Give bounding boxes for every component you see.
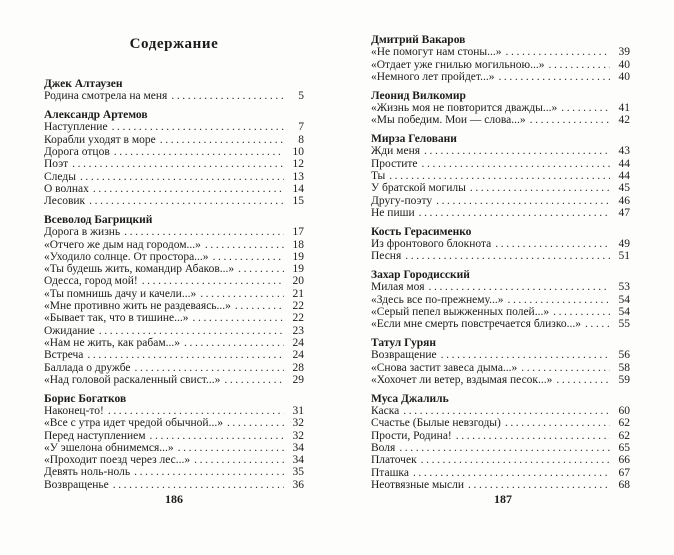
entry-page-number: 65 [618, 441, 630, 454]
dot-leader [114, 146, 284, 158]
toc-entry [44, 263, 304, 275]
dot-leader [108, 405, 284, 417]
entry-page-number: 5 [298, 90, 304, 103]
entry-page-number: 67 [618, 466, 630, 479]
entry-page-number: 35 [292, 466, 304, 479]
dot-leader [403, 405, 610, 417]
dot-leader [456, 430, 610, 442]
toc-entry [44, 226, 304, 238]
entry-title: Дорога отцов [44, 145, 110, 158]
dot-leader [112, 121, 284, 133]
toc-entry [371, 374, 630, 386]
entry-page-number: 28 [292, 361, 304, 374]
dot-leader [468, 479, 610, 491]
toc-entry [371, 417, 630, 429]
entry-page-number: 34 [292, 441, 304, 454]
entry-page-number: 53 [618, 281, 630, 294]
dot-leader [238, 263, 284, 275]
dot-leader [495, 238, 610, 250]
dot-leader [506, 46, 610, 58]
toc-entry [44, 183, 304, 195]
entry-title: «Здесь все по-прежнему...» [371, 293, 504, 306]
entry-title: Дорога в жизнь [44, 226, 121, 239]
page-number-left: 186 [165, 492, 183, 506]
entry-title: «Не помогут нам стоны...» [371, 46, 502, 59]
toc-section [44, 109, 304, 207]
toc-entry [371, 467, 630, 479]
entry-title: Прости, Родина! [371, 429, 452, 442]
entry-title: «Хохочет ли ветер, вздымая песок...» [371, 373, 553, 386]
dot-leader [553, 306, 610, 318]
dot-leader [505, 417, 610, 429]
toc-entry [371, 182, 630, 194]
toc-entry [371, 195, 630, 207]
toc-entry [371, 145, 630, 157]
author-heading: Дмитрий Вакаров [371, 34, 466, 46]
toc-section [371, 269, 630, 330]
toc-entry [44, 195, 304, 207]
dot-leader [224, 374, 284, 386]
entry-page-number: 21 [292, 287, 304, 300]
entry-title: «Серый пепел выжженных полей...» [371, 305, 550, 318]
toc-entry [371, 349, 630, 361]
toc-entry [371, 238, 630, 250]
entry-title: Пташка [371, 466, 409, 479]
toc-section [44, 393, 304, 491]
entry-page-number: 31 [292, 404, 304, 417]
entry-page-number: 42 [618, 114, 630, 127]
dot-leader [389, 170, 610, 182]
dot-leader [99, 325, 284, 337]
entry-page-number: 36 [292, 478, 304, 491]
dot-leader [178, 442, 284, 454]
entry-title: «Снова застит завеса дыма...» [371, 361, 518, 374]
toc-entry [371, 207, 630, 219]
dot-leader [498, 71, 610, 83]
toc-entry [44, 275, 304, 287]
entry-page-number: 60 [618, 405, 630, 418]
entry-page-number: 24 [292, 349, 304, 362]
contents-title: Содержание [129, 36, 219, 52]
dot-leader [124, 226, 284, 238]
toc-section [44, 78, 304, 103]
entry-page-number: 7 [298, 121, 304, 134]
toc-section [371, 34, 630, 83]
toc-entry [371, 430, 630, 442]
entry-page-number: 34 [292, 454, 304, 467]
entry-title: «Проходит поезд через лес...» [44, 454, 191, 467]
toc-page-right [371, 34, 630, 491]
entry-title: Девять ноль-ноль [44, 466, 131, 479]
dot-leader [150, 430, 284, 442]
entry-title: Возвращенье [44, 478, 109, 491]
entry-title: «Немного лет пройдет...» [371, 70, 495, 83]
entry-title: Следы [44, 170, 76, 183]
entry-page-number: 15 [292, 195, 304, 208]
toc-entry [371, 318, 630, 330]
toc-entry [371, 59, 630, 71]
entry-page-number: 13 [292, 170, 304, 183]
author-heading: Всеволод Багрицкий [44, 213, 153, 226]
dot-leader [184, 337, 284, 349]
dot-leader [399, 442, 610, 454]
toc-entry [371, 71, 630, 83]
dot-leader [213, 251, 284, 263]
toc-entry [44, 466, 304, 478]
entry-title: Наступление [44, 121, 108, 134]
entry-title: «Нам не жить, как рабам...» [44, 336, 181, 349]
dot-leader [549, 59, 611, 71]
toc-entry [371, 170, 630, 182]
toc-entry [371, 114, 630, 126]
author-heading: Джек Алтаузен [44, 78, 123, 90]
entry-title: Наконец-то! [44, 404, 104, 417]
entry-title: Лесовик [44, 195, 86, 208]
toc-entry [371, 158, 630, 170]
dot-leader [405, 250, 610, 262]
toc-section [371, 393, 630, 491]
entry-title: «Бывает так, что в тишине...» [44, 312, 189, 325]
toc-entry [44, 239, 304, 251]
toc-entry [44, 158, 304, 170]
entry-page-number: 29 [292, 373, 304, 386]
author-heading: Кость Герасименко [371, 225, 472, 238]
toc-entry [44, 454, 304, 466]
entry-title: «Над головой раскаленный свист...» [44, 373, 221, 386]
entry-title: Одесса, город мой! [44, 275, 138, 288]
toc-entry [371, 102, 630, 114]
toc-entry [44, 121, 304, 133]
entry-title: Родина смотрела на меня [44, 90, 168, 103]
toc-entry [44, 300, 304, 312]
entry-title: Каска [371, 405, 400, 418]
toc-entry [371, 294, 630, 306]
toc-entry [44, 134, 304, 146]
entry-page-number: 51 [618, 250, 630, 263]
entry-page-number: 19 [292, 263, 304, 276]
toc-entry [44, 325, 304, 337]
entry-page-number: 22 [292, 300, 304, 313]
entry-page-number: 66 [618, 454, 630, 467]
dot-leader [171, 90, 284, 102]
entry-page-number: 10 [292, 145, 304, 158]
entry-title: Милая моя [371, 281, 425, 294]
dot-leader [80, 171, 284, 183]
toc-section [371, 133, 630, 219]
entry-page-number: 59 [618, 373, 630, 386]
entry-page-number: 8 [298, 133, 304, 146]
entry-title: Поэт [44, 158, 69, 171]
entry-page-number: 12 [292, 158, 304, 171]
author-heading: Захар Городисский [371, 269, 470, 282]
dot-leader [87, 349, 284, 361]
entry-page-number: 44 [618, 157, 630, 170]
entry-title: «Уходило солнце. От простора...» [44, 250, 209, 263]
toc-entry [44, 251, 304, 263]
dot-leader [142, 275, 284, 287]
entry-page-number: 23 [292, 324, 304, 337]
entry-page-number: 18 [292, 238, 304, 251]
toc-entry [44, 171, 304, 183]
entry-title: У братской могилы [371, 182, 466, 195]
toc-entry [371, 442, 630, 454]
toc-entry [371, 479, 630, 491]
entry-page-number: 41 [618, 101, 630, 114]
toc-entry [44, 479, 304, 491]
dot-leader [227, 417, 284, 429]
toc-page-left [44, 36, 304, 491]
toc-entry [44, 405, 304, 417]
sections [371, 34, 630, 491]
entry-page-number: 19 [292, 250, 304, 263]
entry-page-number: 20 [292, 275, 304, 288]
dot-leader [113, 479, 284, 491]
toc-entry [44, 442, 304, 454]
entry-title: Не пиши [371, 206, 415, 219]
sections [44, 78, 304, 491]
entry-title: Ожидание [44, 324, 95, 337]
entry-title: Возвращение [371, 349, 437, 362]
entry-title: Неотвязные мысли [371, 478, 465, 491]
dot-leader [556, 374, 610, 386]
dot-leader [436, 195, 610, 207]
entry-title: Баллада о дружбе [44, 361, 131, 374]
entry-title: «Ты помнишь дачу и качели...» [44, 287, 197, 300]
entry-title: Из фронтового блокнота [371, 237, 492, 250]
dot-leader [134, 466, 284, 478]
entry-title: «У эшелона обнимемся...» [44, 441, 174, 454]
page-number-right: 187 [494, 492, 512, 506]
toc-entry [371, 454, 630, 466]
entry-page-number: 55 [618, 318, 630, 331]
dot-leader [160, 134, 284, 146]
toc-section [44, 214, 304, 386]
toc-entry [44, 90, 304, 102]
dot-leader [521, 362, 610, 374]
dot-leader [585, 318, 610, 330]
entry-page-number: 49 [618, 237, 630, 250]
dot-leader [421, 454, 610, 466]
toc-entry [44, 430, 304, 442]
entry-title: Перед наступлением [44, 429, 146, 442]
dot-leader [507, 294, 610, 306]
toc-entry [371, 250, 630, 262]
toc-entry [44, 374, 304, 386]
dot-leader [89, 195, 284, 207]
dot-leader [470, 182, 610, 194]
entry-page-number: 44 [618, 169, 630, 182]
entry-page-number: 62 [618, 417, 630, 430]
entry-page-number: 47 [618, 206, 630, 219]
entry-title: «Отдает уже гнилью могильною...» [371, 58, 545, 71]
dot-leader [561, 102, 610, 114]
entry-title: «Мне противно жить не раздеваясь...» [44, 300, 231, 313]
entry-title: Ты [371, 169, 386, 182]
entry-page-number: 43 [618, 145, 630, 158]
toc-entry [371, 281, 630, 293]
toc-entry [371, 306, 630, 318]
entry-title: «Жизнь моя не повторится дважды...» [371, 101, 558, 114]
entry-title: «Все с утра идет чредой обычной...» [44, 417, 223, 430]
dot-leader [200, 288, 284, 300]
dot-leader [235, 300, 284, 312]
entry-page-number: 24 [292, 336, 304, 349]
author-heading: Мирза Геловани [371, 133, 457, 146]
entry-title: Другу-поэту [371, 194, 433, 207]
entry-page-number: 14 [292, 182, 304, 195]
toc-entry [44, 337, 304, 349]
dot-leader [135, 362, 285, 374]
entry-title: Корабли уходят в море [44, 133, 156, 146]
toc-section [371, 90, 630, 127]
entry-page-number: 22 [292, 312, 304, 325]
entry-page-number: 54 [618, 305, 630, 318]
toc-entry [371, 46, 630, 58]
entry-title: Жди меня [371, 145, 421, 158]
entry-page-number: 40 [618, 58, 630, 71]
dot-leader [422, 158, 610, 170]
dot-leader [530, 114, 610, 126]
entry-title: Песня [371, 250, 402, 263]
dot-leader [413, 467, 610, 479]
entry-title: Простите [371, 157, 418, 170]
author-heading: Александр Артемов [44, 109, 148, 122]
entry-page-number: 58 [618, 361, 630, 374]
author-heading: Леонид Вилкомир [371, 89, 466, 102]
entry-page-number: 68 [618, 478, 630, 491]
toc-entry [44, 146, 304, 158]
entry-page-number: 46 [618, 194, 630, 207]
entry-title: Платочек [371, 454, 417, 467]
author-heading: Борис Богатков [44, 392, 127, 405]
dot-leader [194, 454, 284, 466]
toc-entry [44, 312, 304, 324]
entry-page-number: 32 [292, 417, 304, 430]
author-heading: Татул Гурян [371, 337, 436, 350]
author-heading: Муса Джалиль [371, 392, 449, 405]
entry-page-number: 32 [292, 429, 304, 442]
entry-title: «Отчего же дым над городом...» [44, 238, 201, 251]
entry-page-number: 54 [618, 293, 630, 306]
toc-entry [44, 288, 304, 300]
toc-entry [371, 362, 630, 374]
entry-title: О волнах [44, 182, 89, 195]
dot-leader [429, 281, 611, 293]
dot-leader [72, 158, 284, 170]
dot-leader [441, 349, 610, 361]
toc-entry [44, 417, 304, 429]
entry-page-number: 56 [618, 349, 630, 362]
dot-leader [419, 207, 610, 219]
entry-page-number: 39 [618, 46, 630, 59]
dot-leader [424, 145, 610, 157]
entry-page-number: 62 [618, 429, 630, 442]
toc-section [371, 337, 630, 386]
toc-entry [44, 362, 304, 374]
entry-title: Воля [371, 441, 396, 454]
entry-page-number: 40 [618, 70, 630, 83]
entry-title: Встреча [44, 349, 84, 362]
dot-leader [93, 183, 284, 195]
entry-page-number: 45 [618, 182, 630, 195]
dot-leader [205, 239, 284, 251]
toc-entry [371, 405, 630, 417]
entry-title: «Если мне смерть повстречается близко...» [371, 318, 581, 331]
entry-title: «Ты будешь жить, командир Абаков...» [44, 263, 235, 276]
entry-title: «Мы победим. Мои — слова...» [371, 114, 526, 127]
entry-page-number: 17 [292, 226, 304, 239]
toc-section [371, 226, 630, 263]
dot-leader [193, 312, 285, 324]
toc-entry [44, 349, 304, 361]
entry-title: Счастье (Былые невзгоды) [371, 417, 501, 430]
